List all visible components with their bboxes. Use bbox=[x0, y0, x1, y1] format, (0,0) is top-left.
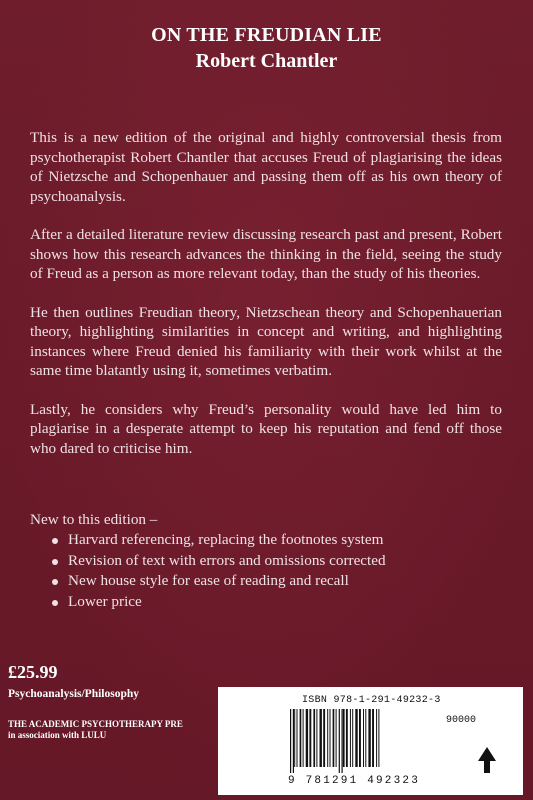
new-edition-section bbox=[30, 510, 502, 612]
book-author: Robert Chantler bbox=[195, 50, 338, 72]
barcode-arrow-icon bbox=[476, 745, 498, 775]
list-item: Lower price bbox=[54, 592, 502, 613]
ean-digits: 9 781291 492323 bbox=[288, 775, 421, 787]
isbn-number: ISBN 978-1-291-49232-3 bbox=[302, 695, 441, 706]
new-edition-heading: New to this edition – bbox=[30, 511, 158, 528]
book-title: ON THE FREUDIAN LIE bbox=[151, 24, 382, 46]
blurb-paragraph: After a detailed literature review discussing research past and present, Robert shows how this research advances the thinking in the field, seeing the study of Freud as a person as more relevant today, than the study of his theories. bbox=[30, 226, 502, 282]
publisher-name: THE ACADEMIC PSYCHOTHERAPY PRE bbox=[8, 719, 183, 729]
list-item: Revision of text with errors and omissions corrected bbox=[54, 551, 502, 572]
blurb-paragraph: Lastly, he considers why Freud’s personality would have led him to plagiarise in a desperate attempt to keep his reputation and fend off those who dared to criticise him. bbox=[30, 400, 502, 457]
barcode-addon-price: 90000 bbox=[446, 715, 477, 726]
list-item: New house style for ease of reading and recall bbox=[54, 571, 502, 592]
blurb-paragraph: This is a new edition of the original and highly controversial thesis from psychotherapist Robert Chantler that accuses Freud of plagiarising the ideas of Nietzsche and Schopenhauer and passing them off as his own theory of psychoanalysis. bbox=[30, 129, 502, 205]
publisher-info bbox=[8, 719, 223, 741]
barcode-bars-icon bbox=[288, 709, 444, 773]
category-label: Psychoanalysis/Philosophy bbox=[8, 688, 140, 700]
price: £25.99 bbox=[8, 662, 58, 682]
publisher-association: in association with LULU bbox=[8, 730, 107, 740]
barcode-panel bbox=[218, 687, 523, 795]
blurb bbox=[30, 128, 502, 477]
blurb-paragraph: He then outlines Freudian theory, Nietzschean theory and Schopenhauerian theory, highlighting similarities in concept and writing, and highlighting instances where Freud denied his familiarity with their work whilst at the same time blatantly using it, sometimes verbatim. bbox=[30, 303, 502, 379]
new-edition-list bbox=[30, 530, 502, 612]
list-item: Harvard referencing, replacing the footnotes system bbox=[54, 530, 502, 551]
